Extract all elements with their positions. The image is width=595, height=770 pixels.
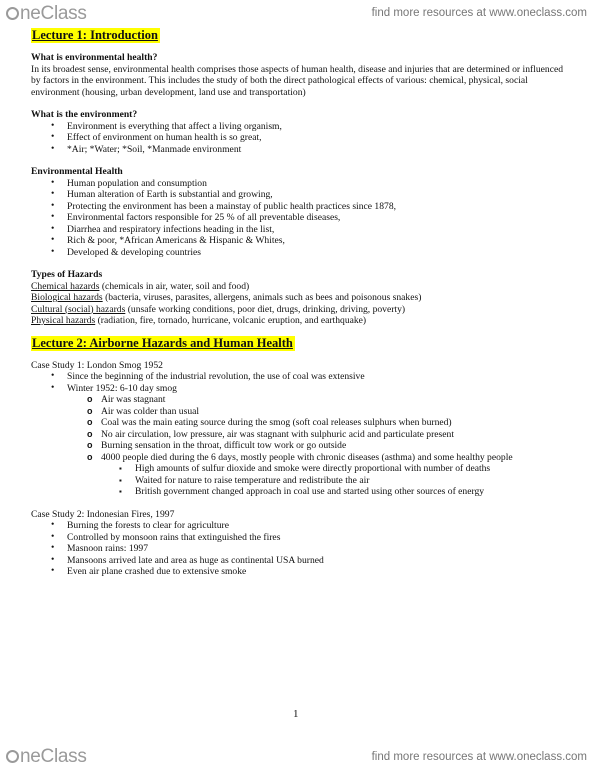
environmental-health-list — [31, 178, 571, 259]
list-item: • Burning the forests to clear for agriculture — [31, 520, 571, 532]
list-item: • *Air; *Water; *Soil, *Manmade environment — [31, 144, 571, 156]
case-study-1-title: Case Study 1: London Smog 1952 — [31, 359, 163, 371]
list-item: ▪ British government changed approach in coal use and started using other sources of energy — [31, 486, 571, 498]
list-item: • Protecting the environment has been a mainstay of public health practices since 1878, — [31, 201, 571, 213]
footer-bar — [0, 740, 595, 770]
list-item: • Mansoons arrived late and area as huge as continental USA burned — [31, 555, 571, 567]
list-item: • Environment is everything that affect a living organism, — [31, 121, 571, 133]
oneclass-logo-footer[interactable]: neClass — [6, 746, 87, 768]
hazard-line — [31, 315, 571, 327]
list-item: • Winter 1952: 6-10 day smog — [31, 383, 571, 395]
env-health-definition: In its broadest sense, environmental health comprises those aspects of human health, disease and injuries that are determined or influenced by factors in the environment. This includes the study of both the direct pathological effects of various: chemical, physical, social environment (housing, urban development, land use and transportation) — [31, 63, 564, 98]
page-number: 1 — [293, 708, 299, 720]
list-item: • Even air plane crashed due to extensive smoke — [31, 566, 571, 578]
logo-o-icon — [6, 750, 19, 763]
hazard-line — [31, 281, 571, 293]
hazard-desc: (chemicals in air, water, soil and food) — [99, 280, 250, 292]
list-item: • Environmental factors responsible for 25 % of all preventable diseases, — [31, 212, 571, 224]
hazard-desc: (unsafe working conditions, poor diet, drugs, drinking, driving, poverty) — [125, 303, 406, 315]
list-item: ▪ High amounts of sulfur dioxide and smoke were directly proportional with number of deaths — [31, 463, 571, 475]
lecture1-title: Lecture 1: Introduction — [32, 28, 158, 42]
hazard-name: Physical hazards — [31, 315, 96, 326]
oneclass-logo[interactable]: neClass — [6, 3, 87, 25]
list-item: o Burning sensation in the throat, difficult tow work or go outside — [31, 440, 571, 452]
hazard-name: Biological hazards — [31, 292, 103, 303]
logo-o-icon — [6, 7, 19, 20]
hazard-line — [31, 292, 571, 304]
find-more-link[interactable]: find more resources at www.oneclass.com — [371, 7, 587, 19]
list-item: o No air circulation, low pressure, air was stagnant with sulphuric acid and particulate present — [31, 429, 571, 441]
hazard-name: Cultural (social) hazards — [31, 303, 126, 315]
hazard-name: Chemical hazards — [31, 280, 100, 292]
case-study-1-sub-sublist — [31, 463, 571, 498]
list-item: • Since the beginning of the industrial revolution, the use of coal was extensive — [31, 371, 571, 383]
hazard-line — [31, 304, 571, 316]
list-item: ▪ Waited for nature to raise temperature and redistribute the air — [31, 475, 571, 487]
case-study-1-list — [31, 371, 571, 394]
list-item: • Diarrhea and respiratory infections heading in the list, — [31, 224, 571, 236]
list-item: • Controlled by monsoon rains that extinguished the fires — [31, 532, 571, 544]
list-item: o 4000 people died during the 6 days, mostly people with chronic diseases (asthma) and some healthy people — [31, 452, 571, 464]
question-env-health: What is environmental health? — [31, 52, 158, 63]
list-item: • Rich & poor, *African Americans & Hispanic & Whites, — [31, 235, 571, 247]
hazard-desc: (radiation, fire, tornado, hurricane, volcanic eruption, and earthquake) — [95, 315, 367, 326]
question-environment: What is the environment? — [31, 109, 138, 120]
list-item: o Air was stagnant — [31, 394, 571, 406]
list-item: • Human alteration of Earth is substantial and growing, — [31, 189, 571, 201]
list-item: o Air was colder than usual — [31, 406, 571, 418]
header-bar — [0, 0, 595, 28]
case-study-2-list — [31, 520, 571, 578]
list-item: • Effect of environment on human health is so great, — [31, 132, 571, 144]
find-more-link-footer[interactable]: find more resources at www.oneclass.com — [371, 751, 587, 763]
list-item: • Masnoon rains: 1997 — [31, 543, 571, 555]
list-item: o Coal was the main eating source during the smog (soft coal releases sulphurs when burned) — [31, 417, 571, 429]
list-item: • Human population and consumption — [31, 178, 571, 190]
case-study-2-title: Case Study 2: Indonesian Fires, 1997 — [31, 508, 175, 520]
heading-environmental-health: Environmental Health — [31, 166, 123, 177]
lecture2-title: Lecture 2: Airborne Hazards and Human Health — [32, 335, 293, 350]
heading-types-of-hazards: Types of Hazards — [31, 269, 103, 280]
list-item: • Developed & developing countries — [31, 247, 571, 259]
document-body — [31, 28, 571, 578]
hazard-desc: (bacteria, viruses, parasites, allergens, animals such as bees and poisonous snakes) — [102, 292, 422, 303]
case-study-1-sublist — [31, 394, 571, 463]
environment-list — [31, 121, 571, 156]
